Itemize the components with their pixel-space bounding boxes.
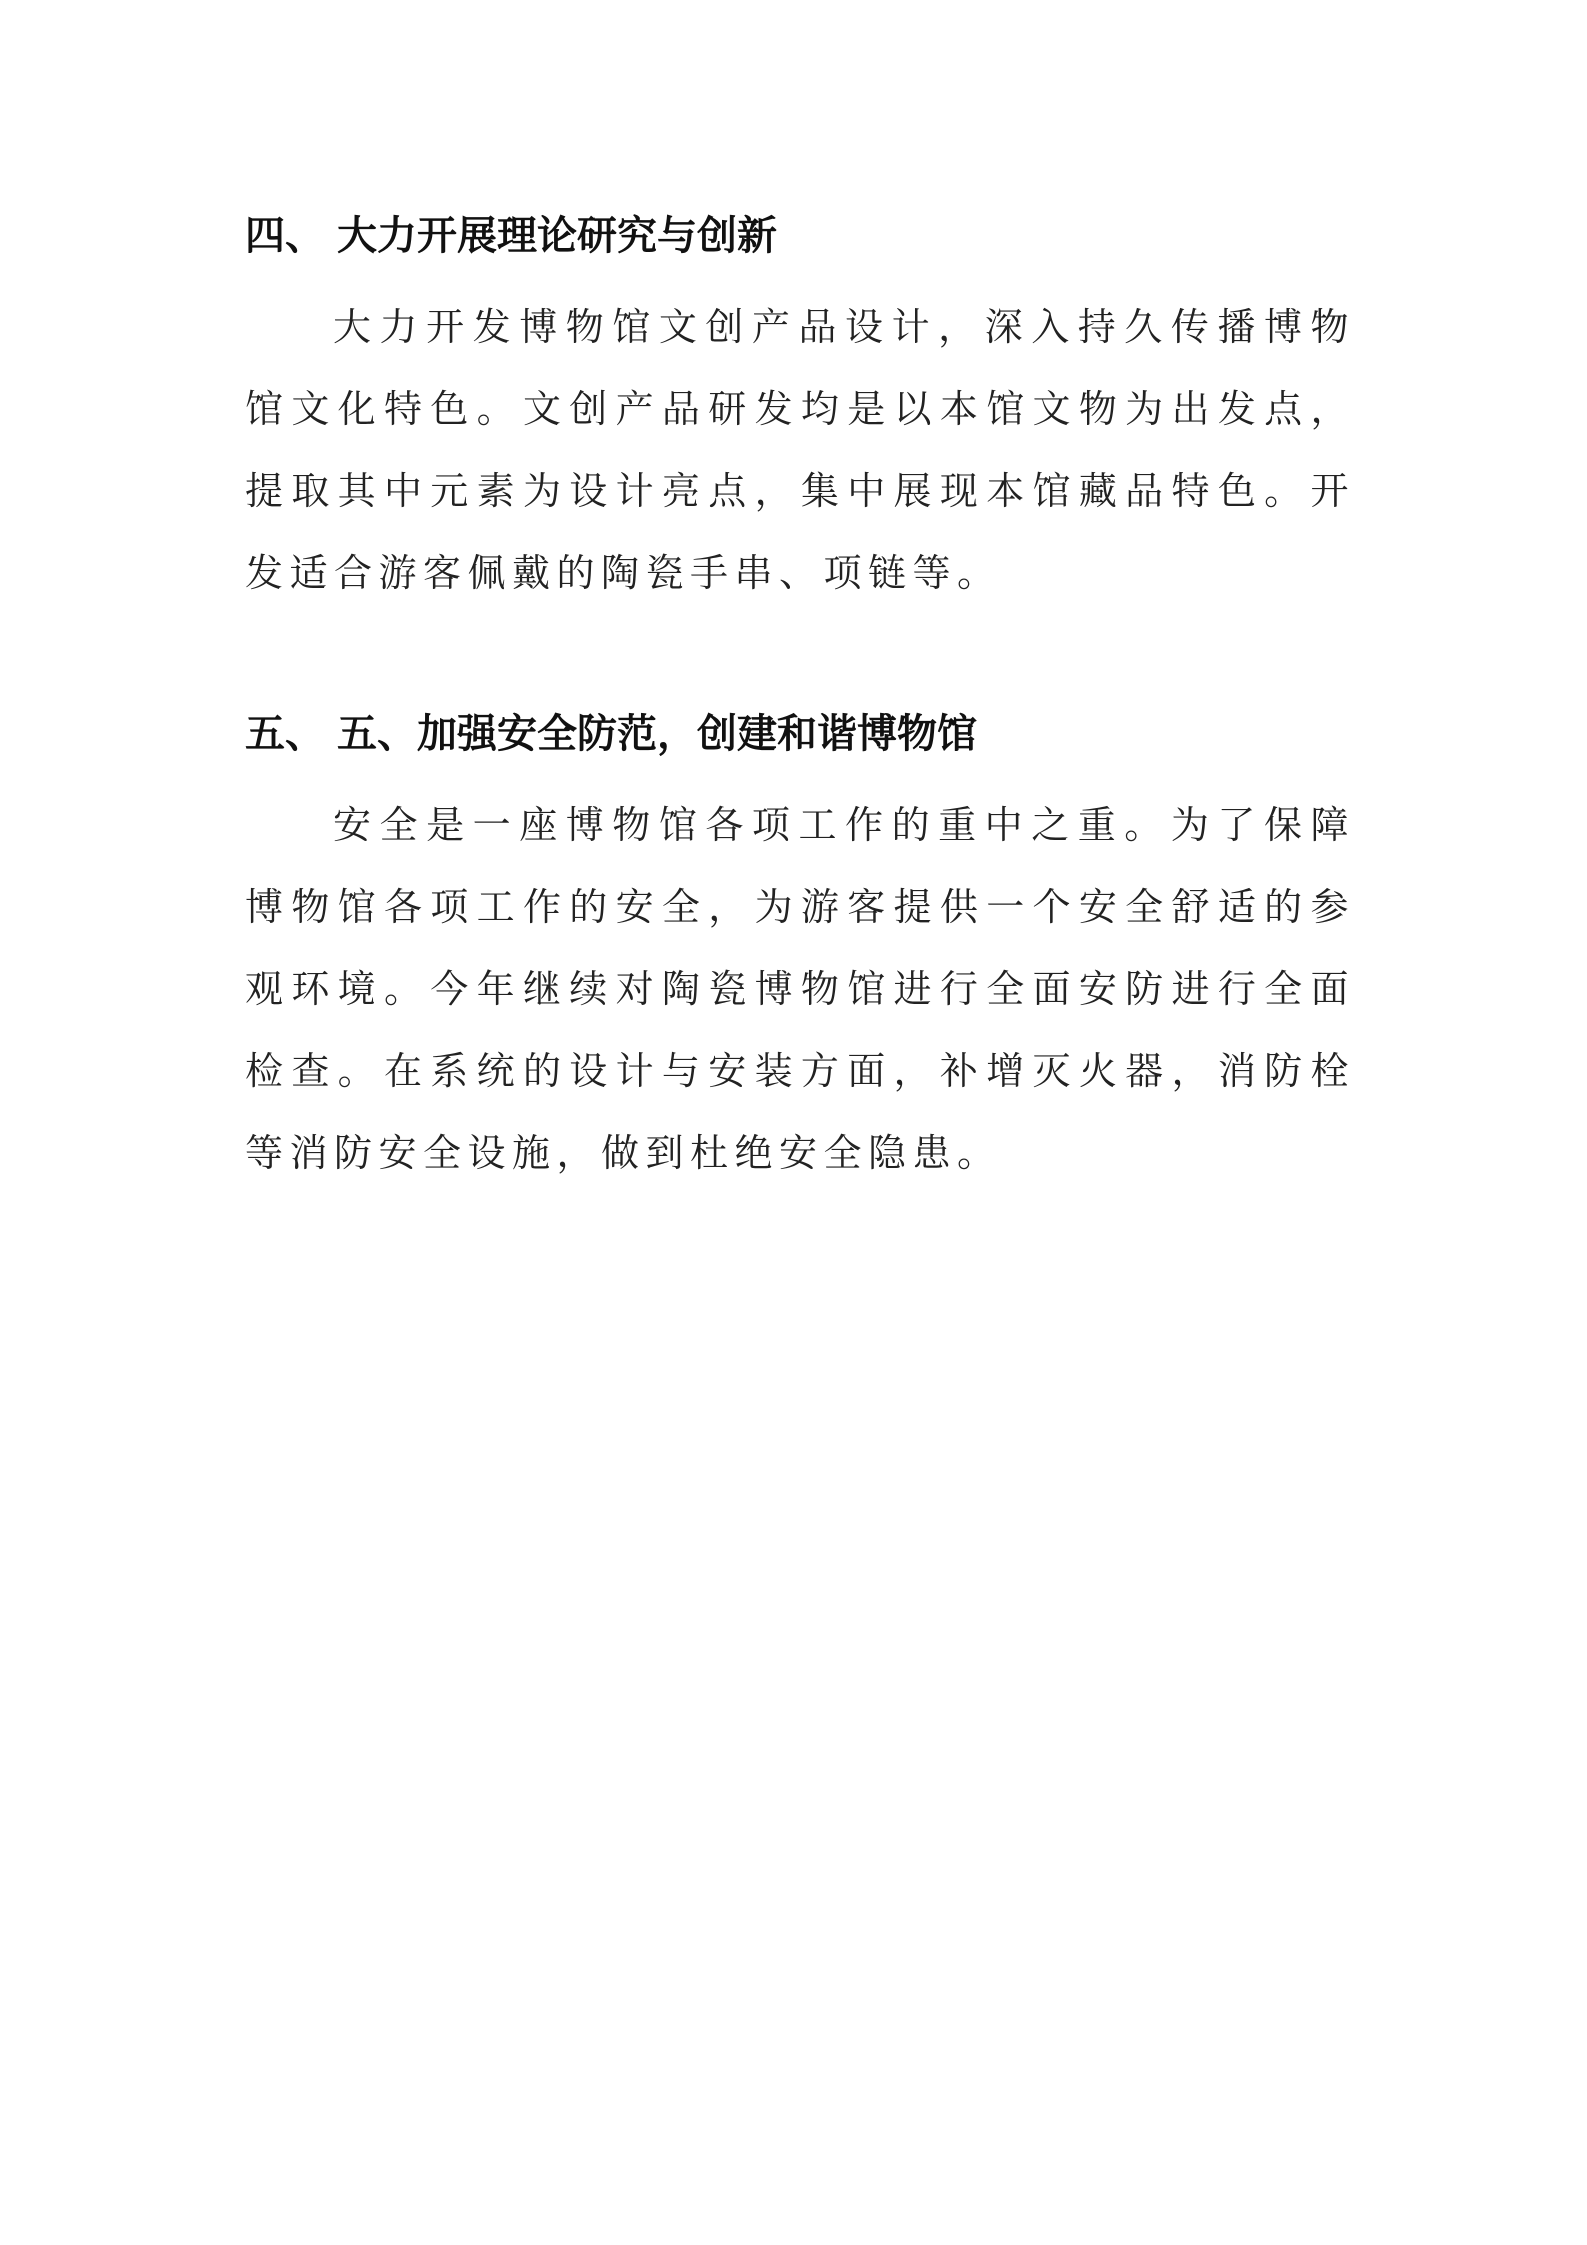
section-paragraph: 大力开发博物馆文创产品设计，深入持久传播博物馆文化特色。文创产品研发均是以本馆文物为出发点，提取其中元素为设计亮点，集中展现本馆藏品特色。开发适合游客佩戴的陶瓷手串、项链等。: [245, 305, 1355, 595]
section-safety: [245, 706, 1355, 1232]
section-theory-research: [245, 208, 1355, 652]
section-heading: [245, 208, 1355, 264]
section-paragraph: 安全是一座博物馆各项工作的重中之重。为了保障博物馆各项工作的安全，为游客提供一个安全舒适的参观环境。今年继续对陶瓷博物馆进行全面安防进行全面检查。在系统的设计与安装方面，补增灭火器，消防栓等消防安全设施，做到杜绝安全隐患。: [245, 803, 1355, 1175]
section-number: 五、: [245, 711, 325, 757]
section-number: 四、: [245, 213, 325, 259]
section-title: 大力开展理论研究与创新: [337, 213, 777, 259]
section-heading: [245, 706, 1355, 762]
section-title: 五、加强安全防范，创建和谐博物馆: [337, 711, 977, 757]
